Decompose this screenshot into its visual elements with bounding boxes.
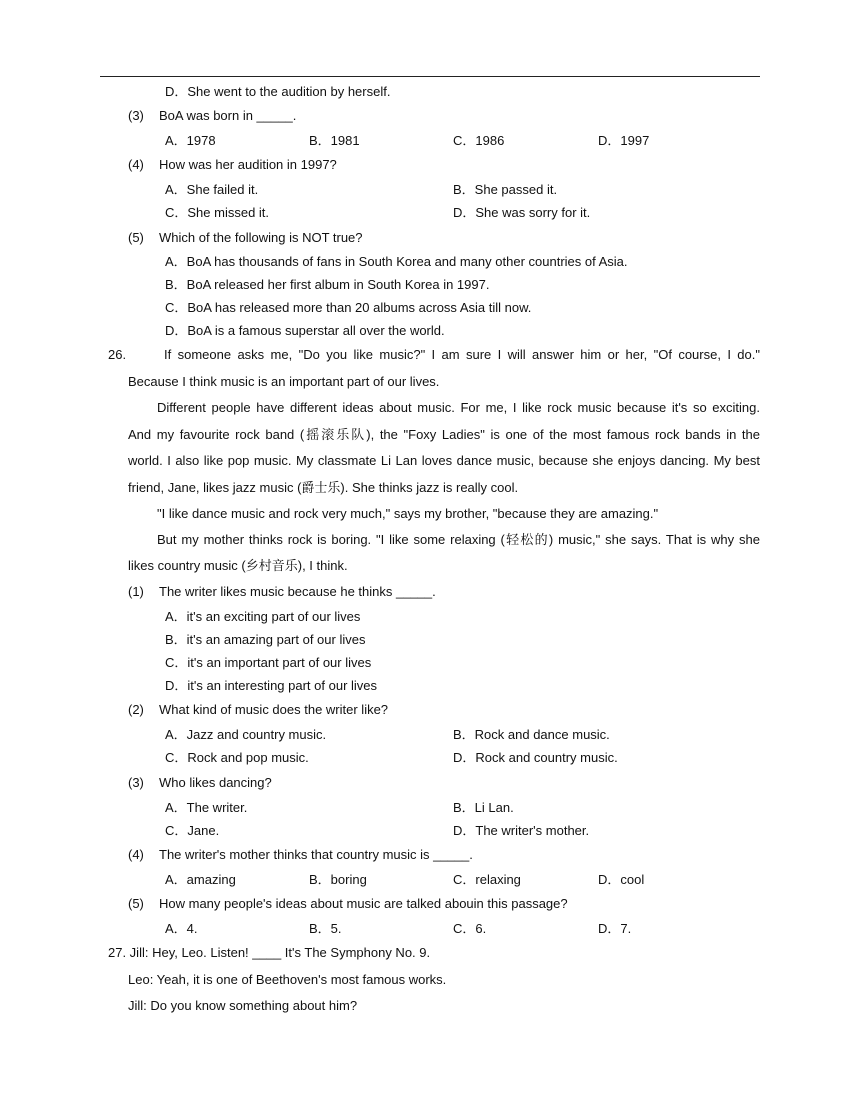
passage-line: "I like dance music and rock very much," says my brother, "because they are amazing."	[157, 506, 659, 521]
question-text: The writer likes music because he thinks _____.	[159, 584, 436, 599]
question-number: (5)	[128, 896, 144, 911]
option-b: B．1981	[309, 133, 360, 148]
passage-line: likes country music (乡村音乐), I think.	[128, 558, 348, 573]
option-c: C．relaxing	[453, 872, 521, 887]
option-d: D．BoA is a famous superstar all over the world.	[165, 323, 445, 338]
question-number: (5)	[128, 230, 144, 245]
option-d: D．She was sorry for it.	[453, 205, 591, 220]
option-a: A．She failed it.	[165, 182, 259, 197]
passage-line: friend, Jane, likes jazz music (爵士乐). She thinks jazz is really cool.	[128, 480, 519, 495]
option-a: A．amazing	[165, 872, 236, 887]
question-number: (1)	[128, 584, 144, 599]
option-d: D．The writer's mother.	[453, 823, 590, 838]
dialogue-line: 27. Jill: Hey, Leo. Listen! ____ It's The Symphony No. 9.	[108, 945, 431, 960]
dialogue-line: Leo: Yeah, it is one of Beethoven's most famous works.	[128, 972, 447, 987]
option-d: D．7.	[598, 921, 632, 936]
option-a: A．Jazz and country music.	[165, 727, 327, 742]
question-text: Who likes dancing?	[159, 775, 272, 790]
option-a: A．4.	[165, 921, 198, 936]
passage-line: Because I think music is an important part of our lives.	[128, 374, 440, 389]
option-c: C．BoA has released more than 20 albums across Asia till now.	[165, 300, 532, 315]
question-text: How was her audition in 1997?	[159, 157, 337, 172]
option-b: B．She passed it.	[453, 182, 558, 197]
passage-line: If someone asks me, "Do you like music?" I am sure I will answer him or her, "Of course, I do."	[164, 347, 760, 362]
question-text: What kind of music does the writer like?	[159, 702, 389, 717]
option-b: B．BoA released her first album in South Korea in 1997.	[165, 277, 490, 292]
question-26-number: 26.	[108, 347, 127, 362]
option-d: D．cool	[598, 872, 645, 887]
dialogue-line: Jill: Do you know something about him?	[128, 998, 358, 1013]
question-number: (4)	[128, 847, 144, 862]
option-c: C．Rock and pop music.	[165, 750, 309, 765]
passage-line: And my favourite rock band (摇滚乐队), the "Foxy Ladies" is one of the most famous rock bands in the	[128, 427, 760, 442]
option-b: B．5.	[309, 921, 342, 936]
option-d: D．Rock and country music.	[453, 750, 618, 765]
option-b: B．Li Lan.	[453, 800, 514, 815]
passage-line: Different people have different ideas about music. For me, I like rock music because it's so exciting.	[157, 400, 760, 415]
question-number: (4)	[128, 157, 144, 172]
option-a: A．BoA has thousands of fans in South Korea and many other countries of Asia.	[165, 254, 628, 269]
passage-line: But my mother thinks rock is boring. "I like some relaxing (轻松的) music," she says. That is why she	[157, 532, 760, 547]
option-c: C．6.	[453, 921, 487, 936]
option-b: B．boring	[309, 872, 367, 887]
option-d: D．1997	[598, 133, 650, 148]
option-c: C．1986	[453, 133, 505, 148]
option-c: C．Jane.	[165, 823, 220, 838]
option-b: B．it's an amazing part of our lives	[165, 632, 366, 647]
passage-line: world. I also like pop music. My classmate Li Lan loves dance music, because she enjoys dancing. My best	[128, 453, 760, 468]
question-text: The writer's mother thinks that country music is _____.	[159, 847, 473, 862]
option-d: D．it's an interesting part of our lives	[165, 678, 378, 693]
option-a: A．1978	[165, 133, 216, 148]
option-c: C．it's an important part of our lives	[165, 655, 372, 670]
option-a: A．it's an exciting part of our lives	[165, 609, 361, 624]
option-d: D．She went to the audition by herself.	[165, 84, 391, 99]
question-number: (3)	[128, 775, 144, 790]
question-text: How many people's ideas about music are talked abouin this passage?	[159, 896, 568, 911]
option-a: A．The writer.	[165, 800, 248, 815]
option-c: C．She missed it.	[165, 205, 270, 220]
question-number: (2)	[128, 702, 144, 717]
question-text: Which of the following is NOT true?	[159, 230, 363, 245]
question-text: BoA was born in _____.	[159, 108, 297, 123]
question-number: (3)	[128, 108, 144, 123]
header-rule	[100, 76, 760, 77]
option-b: B．Rock and dance music.	[453, 727, 610, 742]
